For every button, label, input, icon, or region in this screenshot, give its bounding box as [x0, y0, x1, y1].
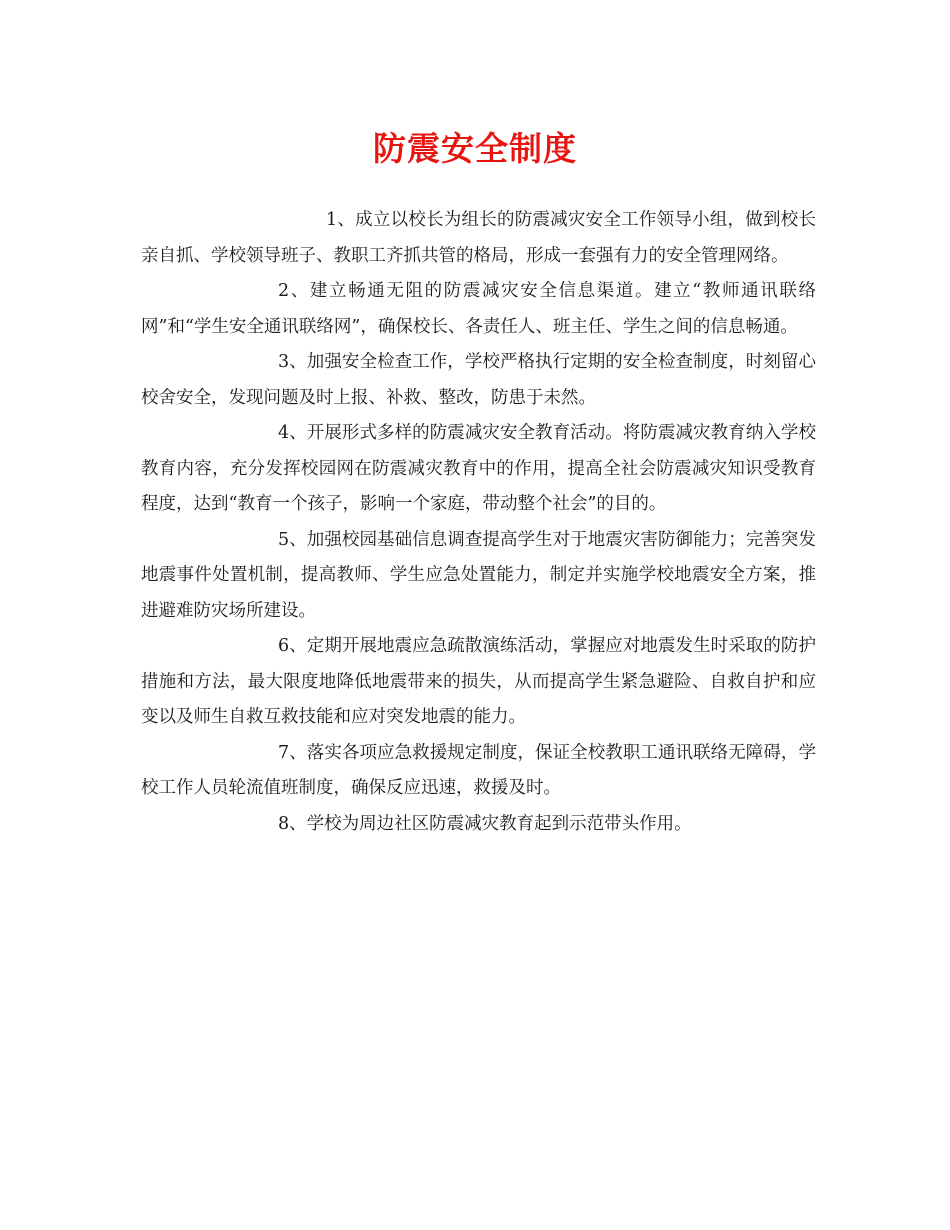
paragraph-6: 6、定期开展地震应急疏散演练活动，掌握应对地震发生时采取的防护措施和方法，最大限度地降低地震带来的损失，从而提高学生紧急避险、自救自护和应变以及师生自救互救技能和应对突发地震的能力。	[141, 636, 816, 727]
document-title: 防震安全制度	[373, 129, 577, 168]
paragraph-3: 3、加强安全检查工作，学校严格执行定期的安全检查制度，时刻留心校舍安全，发现问题及时上报、补救、整改，防患于未然。	[141, 352, 816, 408]
paragraph-8: 8、学校为周边社区防震减灾教育起到示范带头作用。	[278, 813, 692, 834]
paragraph-5: 5、加强校园基础信息调查提高学生对于地震灾害防御能力；完善突发地震事件处置机制，提高教师、学生应急处置能力，制定并实施学校地震安全方案，推进避难防灾场所建设。	[141, 529, 816, 621]
paragraph-7: 7、落实各项应急救援规定制度，保证全校教职工通讯联络无障碍，学校工作人员轮流值班制度，确保反应迅速，救援及时。	[141, 742, 816, 798]
paragraph-4: 4、开展形式多样的防震减灾安全教育活动。将防震减灾教育纳入学校教育内容，充分发挥校园网在防震减灾教育中的作用，提高全社会防震减灾知识受教育程度，达到“教育一个孩子，影响一个家庭，带动整个社会”的目的。	[141, 423, 816, 514]
paragraph-1: 1、成立以校长为组长的防震减灾安全工作领导小组，做到校长亲自抓、学校领导班子、教职工齐抓共管的格局，形成一套强有力的安全管理网络。	[141, 210, 816, 266]
document-body	[141, 203, 816, 842]
paragraph-2: 2、建立畅通无阻的防震减灾安全信息渠道。建立“教师通讯联络网”和“学生安全通讯联络网”，确保校长、各责任人、班主任、学生之间的信息畅通。	[141, 281, 816, 337]
